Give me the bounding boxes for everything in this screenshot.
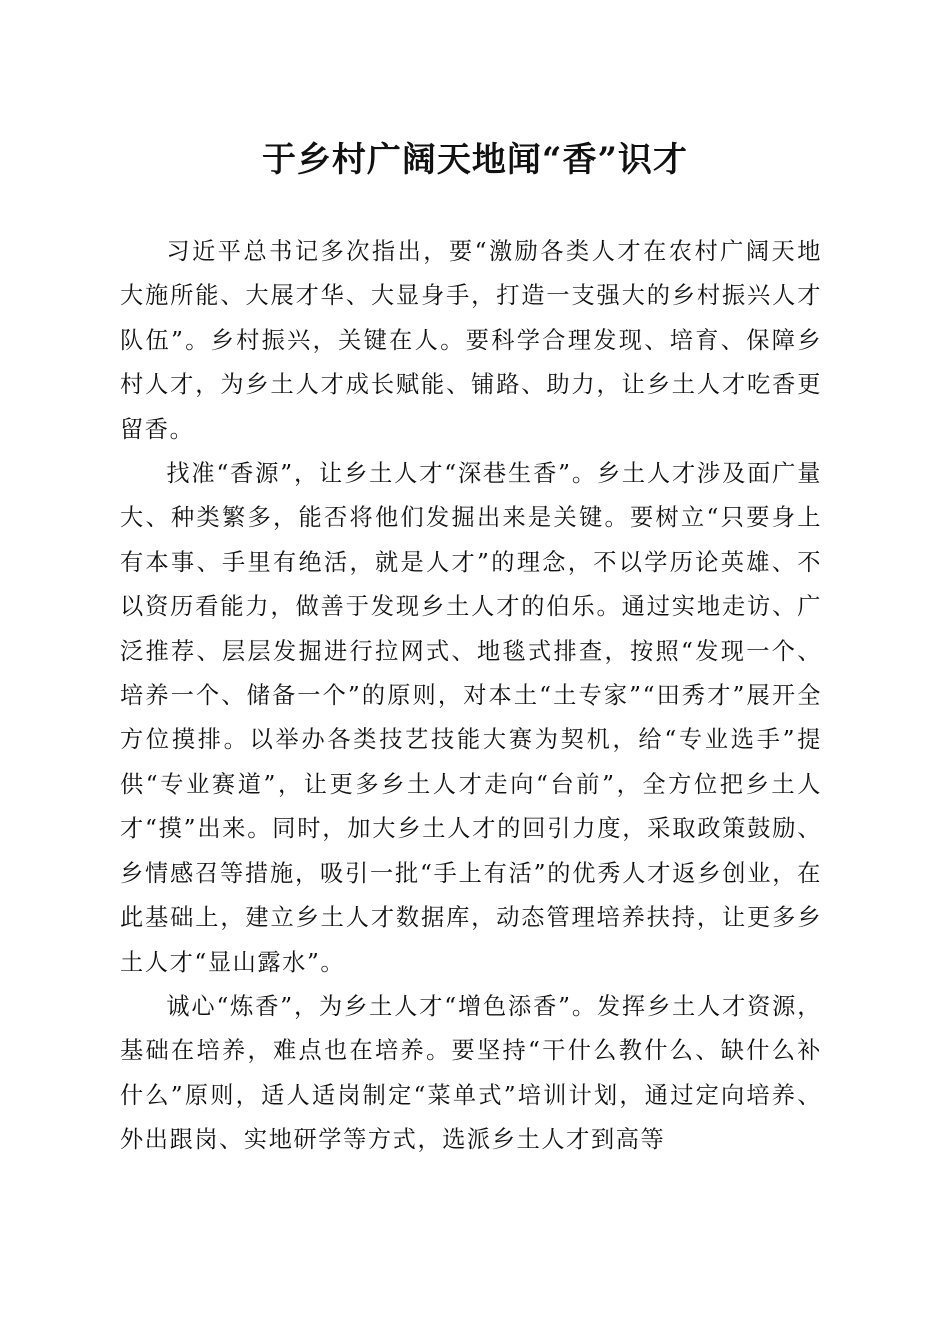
paragraph-train-talent: 诚心“炼香”，为乡土人才“增色添香”。发挥乡土人才资源，基础在培养，难点也在培养。要坚持“干什么教什么、缺什么补什么”原则，适人适岗制定“菜单式”培训计划，通过定向培养、外出跟岗、实地研学等方式，选派乡土人才到高等 bbox=[120, 992, 822, 1154]
paragraph-intro: 习近平总书记多次指出，要“激励各类人才在农村广阔天地大施所能、大展才华、大显身手，打造一支强大的乡村振兴人才队伍”。乡村振兴，关键在人。要科学合理发现、培育、保障乡村人才，为乡土人才成长赋能、铺路、助力，让乡土人才吃香更留香。 bbox=[120, 238, 822, 443]
document-title: 于乡村广阔天地闻“香”识才 bbox=[261, 140, 689, 180]
paragraph-find-talent: 找准“香源”，让乡土人才“深巷生香”。乡土人才涉及面广量大、种类繁多，能否将他们发掘出来是关键。要树立“只要身上有本事、手里有绝活，就是人才”的理念，不以学历论英雄、不以资历看能力，做善于发现乡土人才的伯乐。通过实地走访、广泛推荐、层层发掘进行拉网式、地毯式排查，按照“发现一个、培养一个、储备一个”的原则，对本土“土专家”“田秀才”展开全方位摸排。以举办各类技艺技能大赛为契机，给“专业选手”提供“专业赛道”，让更多乡土人才走向“台前”，全方位把乡土人才“摸”出来。同时，加大乡土人才的回引力度，采取政策鼓励、乡情感召等措施，吸引一批“手上有活”的优秀人才返乡创业，在此基础上，建立乡土人才数据库，动态管理培养扶持，让更多乡土人才“显山露水”。 bbox=[120, 460, 822, 976]
document-body bbox=[120, 230, 822, 1163]
